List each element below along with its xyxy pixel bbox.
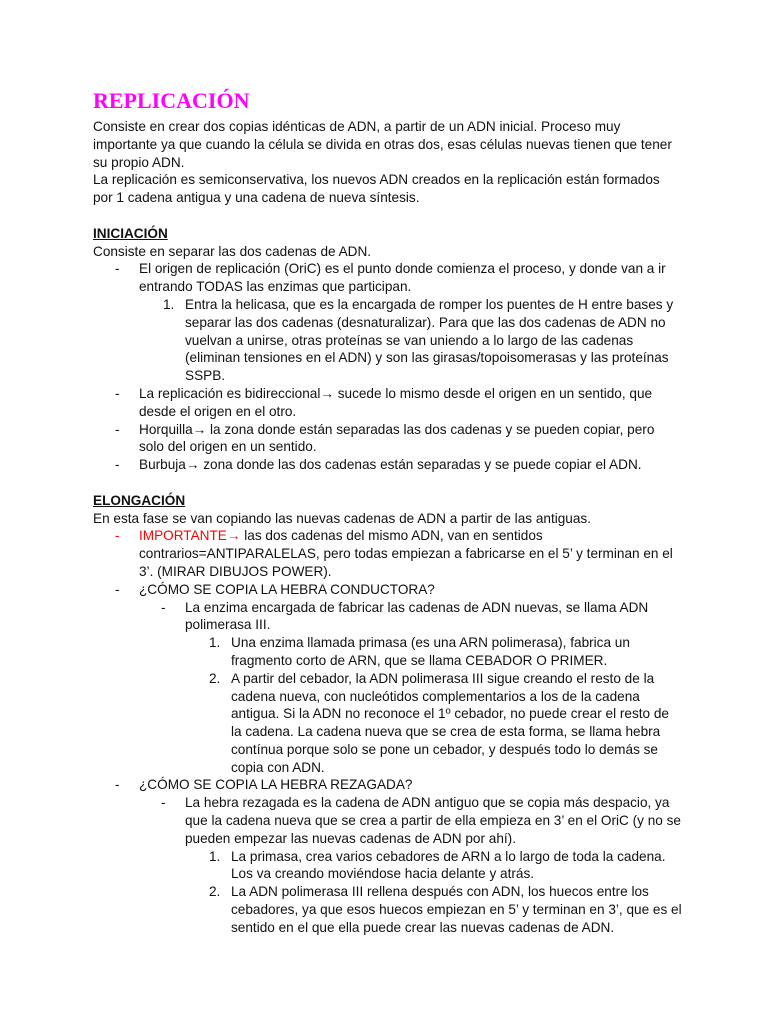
list-item	[93, 421, 683, 457]
heading-iniciacion: INICIACIÓN	[93, 225, 168, 241]
list-item	[139, 794, 683, 936]
list-item-text: ¿CÓMO SE COPIA LA HEBRA CONDUCTORA?	[139, 581, 435, 597]
bullet-dash: -	[115, 421, 120, 437]
document-page	[93, 88, 683, 937]
bullet-dash: -	[161, 599, 166, 615]
list-item-text: Una enzima llamada primasa (es una ARN polimerasa), fabrica un fragmento corto de ARN, que se llama CEBADOR O PRIMER.	[231, 635, 630, 668]
bullet-dash: -	[161, 795, 166, 811]
elongacion-list	[93, 527, 683, 936]
bullet-dash: -	[115, 457, 120, 473]
list-item-text: Entra la helicasa, que es la encargada de romper los puentes de H entre bases y separar las dos cadenas (desnaturalizar). Para que las dos cadenas de ADN no vuelvan a unirse, otras proteínas se van uniendo a lo largo de las cadenas (eliminan tensiones en el ADN) y son las girasas/topoisomerasas y las proteínas SSPB.	[185, 296, 674, 384]
list-item	[93, 581, 683, 777]
list-item	[93, 260, 683, 385]
elongacion-text: En esta fase se van copiando las nuevas cadenas de ADN a partir de las antiguas.	[93, 510, 591, 526]
list-item-text: Horquilla→ la zona donde están separadas las dos cadenas y se pueden copiar, pero solo del origen en un sentido.	[139, 421, 655, 455]
conductora-sublist	[139, 599, 683, 777]
bullet-dash: -	[115, 385, 120, 401]
list-item-text: La ADN polimerasa III rellena después con ADN, los huecos entre los cebadores, ya que esos huecos empiezan en 5’ y terminan en 3’, que es el sentido en el que ella puede crear las nuevas cadenas de ADN.	[231, 884, 682, 935]
list-item	[93, 776, 683, 936]
list-item	[139, 599, 683, 777]
list-item-text: La replicación es bidireccional→ sucede lo mismo desde el origen en un sentido, que desde el origen en el otro.	[139, 385, 653, 419]
rezagada-steps	[185, 848, 683, 937]
list-item-text: las dos cadenas del mismo ADN, van en sentidos contrarios=ANTIPARALELAS, pero todas empiezan a fabricarse en el 5’ y terminan en el 3’. (MIRAR DIBUJOS POWER).	[139, 528, 673, 579]
list-item	[93, 385, 683, 421]
list-item-text: La primasa, crea varios cebadores de ARN a lo largo de toda la cadena. Los va creando moviéndose hacia delante y atrás.	[231, 848, 666, 882]
heading-elongacion: ELONGACIÓN	[93, 492, 186, 508]
list-item-text: ¿CÓMO SE COPIA LA HEBRA REZAGADA?	[139, 777, 413, 793]
bullet-dash: -	[115, 581, 120, 597]
importante-label: IMPORTANTE→	[139, 528, 241, 544]
bullet-number: 2.	[209, 670, 221, 686]
bullet-dash: -	[115, 261, 120, 277]
list-item-text: A partir del cebador, la ADN polimerasa III sigue creando el resto de la cadena nueva, con nucleótidos complementarios a los de la cadena antigua. Si la ADN no reconoce el 1º cebador, no puede crear el resto de la cadena. La cadena nueva que se crea de esta forma, se llama hebra contínua porque solo se pone un cebador, y después todo lo demás se copia con ADN.	[231, 670, 669, 775]
bullet-number: 1.	[209, 635, 221, 651]
rezagada-sublist	[139, 794, 683, 936]
list-item	[185, 634, 683, 670]
bullet-dash: -	[115, 528, 120, 544]
document-title: REPLICACIÓN	[93, 88, 250, 113]
list-item	[93, 456, 683, 474]
list-item	[185, 848, 683, 884]
iniciacion-text: Consiste en separar las dos cadenas de ADN.	[93, 243, 372, 259]
conductora-steps	[185, 634, 683, 776]
iniciacion-list	[93, 260, 683, 474]
bullet-number: 1.	[163, 296, 175, 312]
bullet-number: 1.	[209, 848, 221, 864]
list-item	[139, 296, 683, 385]
list-item-text: La enzima encargada de fabricar las cadenas de ADN nuevas, se llama ADN polimerasa III.	[185, 599, 649, 633]
list-item	[93, 527, 683, 580]
intro-paragraph-2: La replicación es semiconservativa, los nuevos ADN creados en la replicación están formados por 1 cadena antigua y una cadena de nueva síntesis.	[93, 172, 660, 206]
list-item-text: La hebra rezagada es la cadena de ADN antiguo que se copia más despacio, ya que la cadena nueva que se crea a partir de ella empieza en 3’ en el OriC (y no se pueden empezar las nuevas cadenas de ADN por ahí).	[185, 795, 681, 846]
list-item-text: El origen de replicación (OriC) es el punto donde comienza el proceso, y donde van a ir entrando TODAS las enzimas que participan.	[139, 261, 666, 295]
iniciacion-sublist	[139, 296, 683, 385]
list-item	[185, 883, 683, 936]
intro-paragraph-1: Consiste en crear dos copias idénticas de ADN, a partir de un ADN inicial. Proceso muy importante ya que cuando la célula se divida en otras dos, esas células nuevas tienen que tener su propio ADN.	[93, 119, 672, 170]
list-item	[185, 670, 683, 777]
bullet-dash: -	[115, 777, 120, 793]
bullet-number: 2.	[209, 884, 221, 900]
list-item-text: Burbuja→ zona donde las dos cadenas están separadas y se puede copiar el ADN.	[139, 457, 642, 473]
